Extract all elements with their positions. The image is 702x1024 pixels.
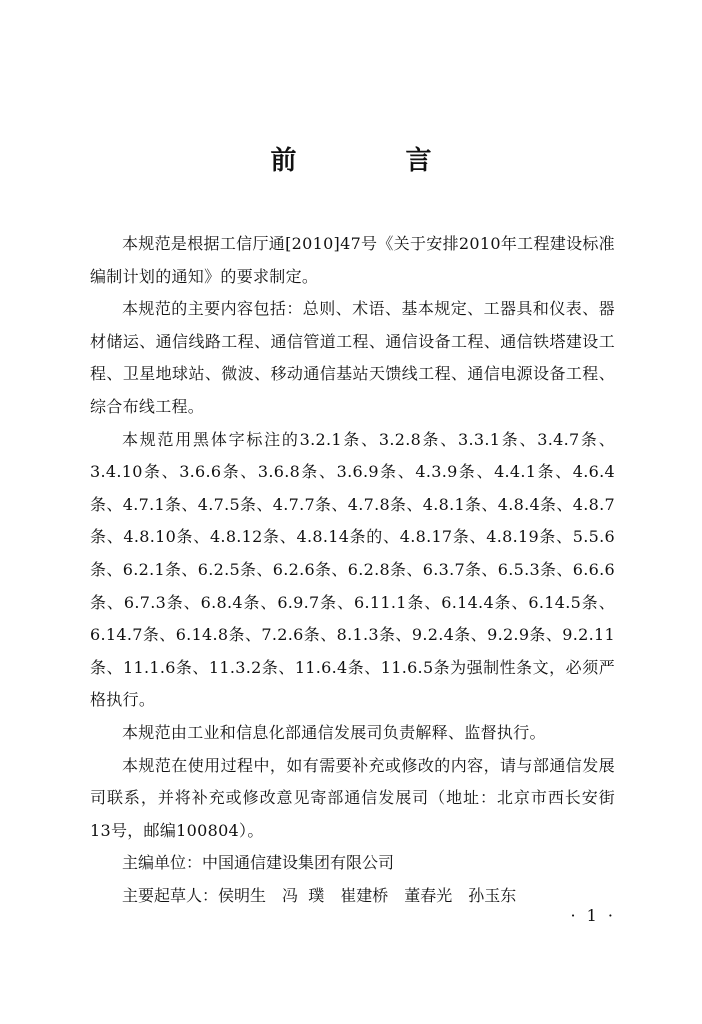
drafter-name: 董春光 xyxy=(404,885,453,905)
page-title: 前 言 xyxy=(270,146,482,176)
paragraph-basis: 本规范是根据工信厅通[2010]47号《关于安排2010年工程建设标准编制计划的通知》的要求制定。 xyxy=(90,234,615,286)
drafter-name: 侯明生 xyxy=(218,885,267,905)
drafters-label: 主要起草人： xyxy=(122,885,219,905)
preface-body xyxy=(90,228,615,912)
drafter-name: 崔建桥 xyxy=(340,885,389,905)
paragraph-interpretation: 本规范由工业和信息化部通信发展司负责解释、监督执行。 xyxy=(122,722,546,742)
page-number: · 1 · xyxy=(570,906,616,925)
paragraph-feedback: 本规范在使用过程中，如有需要补充或修改的内容，请与部通信发展司联系，并将补充或修改意见寄部通信发展司（地址：北京市西长安街13号，邮编100804）。 xyxy=(90,755,615,840)
drafter-name: 孙玉东 xyxy=(468,885,517,905)
drafter-name: 冯 璞 xyxy=(282,885,325,905)
paragraph-contents: 本规范的主要内容包括：总则、术语、基本规定、工器具和仪表、器材储运、通信线路工程、通信管道工程、通信设备工程、通信铁塔建设工程、卫星地球站、微波、移动通信基站天馈线工程、通信电源设备工程、综合布线工程。 xyxy=(90,299,615,416)
paragraph-mandatory-clauses: 本规范用黑体字标注的3.2.1条、3.2.8条、3.3.1条、3.4.7条、3.4.10条、3.6.6条、3.6.8条、3.6.9条、4.3.9条、4.4.1条、4.6.4条、4.7.1条、4.7.5条、4.7.7条、4.7.8条、4.8.1条、4.8.4条、4.8.7条、4.8.10条、4.8.12条、4.8.14条的、4.8.17条、4.8.19条、5.5.6条、6.2.1条、6.2.5条、6.2.6条、6.2.8条、6.3.7条、6.5.3条、6.6.6条、6.7.3条、6.8.4条、6.9.7条、6.11.1条、6.14.4条、6.14.5条、6.14.7条、6.14.8条、7.2.6条、8.1.3条、9.2.4条、9.2.9条、9.2.11条、11.1.6条、11.3.2条、11.6.4条、11.6.5条为强制性条文，必须严格执行。 xyxy=(90,429,615,710)
editor-unit: 主编单位：中国通信建设集团有限公司 xyxy=(122,853,395,873)
main-drafters xyxy=(90,880,615,913)
